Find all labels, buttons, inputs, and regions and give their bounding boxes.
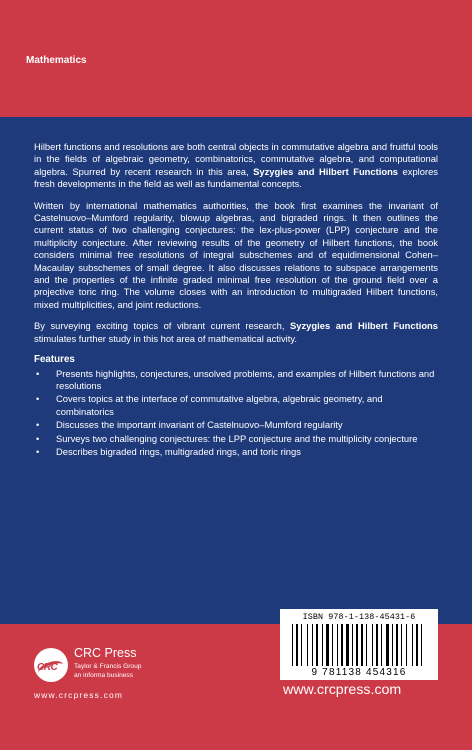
barcode-bar — [416, 624, 418, 666]
bullet-icon: • — [36, 419, 40, 431]
top-red-band — [0, 0, 472, 117]
publisher-url-small[interactable]: www.crcpress.com — [34, 690, 124, 700]
barcode-bar — [312, 624, 313, 666]
bullet-icon: • — [36, 445, 40, 457]
barcode-bar — [356, 624, 358, 666]
barcode-bar — [406, 624, 407, 666]
isbn-label: ISBN 978-1-138-45431-6 — [302, 612, 416, 622]
feature-text: Discusses the important invariant of Castelnuovo–Mumford regularity — [56, 419, 343, 431]
barcode-bar — [326, 624, 329, 666]
barcode-bar — [341, 624, 343, 666]
intro-book-title: Syzygies and Hilbert Functions — [253, 165, 399, 177]
features-list — [34, 368, 438, 459]
feature-text: Presents highlights, conjectures, unsolved problems, and examples of Hilbert functions and resolutions — [56, 367, 435, 391]
barcode-bar — [307, 624, 308, 666]
barcode-bar — [392, 624, 393, 666]
paragraph-intro — [34, 141, 438, 191]
feature-text: Covers topics at the interface of commutative algebra, algebraic geometry, and combinatorics — [56, 393, 383, 417]
barcode-bar — [346, 624, 349, 666]
closing-book-title: Syzygies and Hilbert Functions — [290, 320, 438, 332]
publisher-url[interactable]: www.crcpress.com — [283, 682, 402, 698]
barcode-bar — [332, 624, 333, 666]
bullet-icon: • — [36, 367, 40, 379]
barcode-bar — [337, 624, 338, 666]
barcode-bar — [301, 624, 302, 666]
barcode-bar — [372, 624, 373, 666]
barcode-bar — [386, 624, 389, 666]
bullet-icon: • — [36, 432, 40, 444]
feature-item — [34, 419, 438, 431]
barcode-bar — [421, 624, 422, 666]
barcode-bar — [316, 624, 318, 666]
publisher-group: Taylor & Francis Group — [74, 663, 142, 670]
publisher-logo-block — [34, 644, 174, 719]
barcode-bar — [361, 624, 363, 666]
intro-text-after: explores fresh developments in the field as well as fundamental concepts. — [34, 165, 438, 190]
paragraph-overview: Written by international mathematics authorities, the book first examines the invariant of Castelnuovo–Mumford regularity, blowup algebras, and bigraded rings. It then outlines the current status of two challenging conjectures: the lex-plus-power (LPP) conjecture and the multiplicity conjecture. After reviewing results of the geometry of Hilbert functions, the book considers minimal free resolutions of integral subschemes and of equidimensional Cohen–Macaulay subschemes of small degree. It also discusses relations to subspace arrangements and the properties of the infinite graded minimal free resolution of the ground field over a projective toric ring. The volume closes with an introduction to multigraded Hilbert functions, mixed multiplicities, and joint reductions. — [34, 199, 438, 310]
feature-text: Surveys two challenging conjectures: the LPP conjecture and the multiplicity conjecture — [56, 432, 418, 444]
subject-category: Mathematics — [26, 55, 87, 66]
feature-item — [34, 433, 438, 445]
feature-text: Describes bigraded rings, multigraded rings, and toric rings — [56, 445, 301, 457]
closing-text-before: By surveying exciting topics of vibrant current research, — [34, 320, 291, 332]
barcode-bar — [352, 624, 353, 666]
crc-logo-icon — [34, 648, 68, 682]
barcode — [280, 609, 438, 680]
barcode-bar — [396, 624, 398, 666]
barcode-bar — [381, 624, 382, 666]
barcode-bar — [296, 624, 298, 666]
publisher-business: an informa business — [74, 672, 134, 679]
logo-mark-text: CRC — [37, 662, 58, 673]
description-block — [34, 141, 438, 459]
barcode-bar — [322, 624, 323, 666]
feature-item — [34, 393, 438, 418]
bullet-icon: • — [36, 393, 40, 405]
barcode-bar — [292, 624, 293, 666]
feature-item — [34, 446, 438, 458]
barcode-bar — [401, 624, 402, 666]
intro-text-before: Hilbert functions and resolutions are both central objects in commutative algebra and fruitful tools in the fields of algebraic geometry, combinatorics, commutative algebra, and computational algebra. Spurred by recent research in this area, — [34, 141, 438, 177]
closing-text-after: stimulates further study in this hot area of mathematical activity. — [34, 332, 297, 344]
paragraph-closing — [34, 320, 438, 345]
barcode-bar — [376, 624, 378, 666]
feature-item — [34, 368, 438, 393]
publisher-brand: CRC Press — [74, 646, 137, 660]
barcode-bars-icon — [292, 624, 426, 666]
barcode-digits: 9 781138 454316 — [311, 667, 407, 678]
barcode-bar — [366, 624, 367, 666]
features-heading: Features — [34, 354, 75, 366]
barcode-bar — [412, 624, 413, 666]
